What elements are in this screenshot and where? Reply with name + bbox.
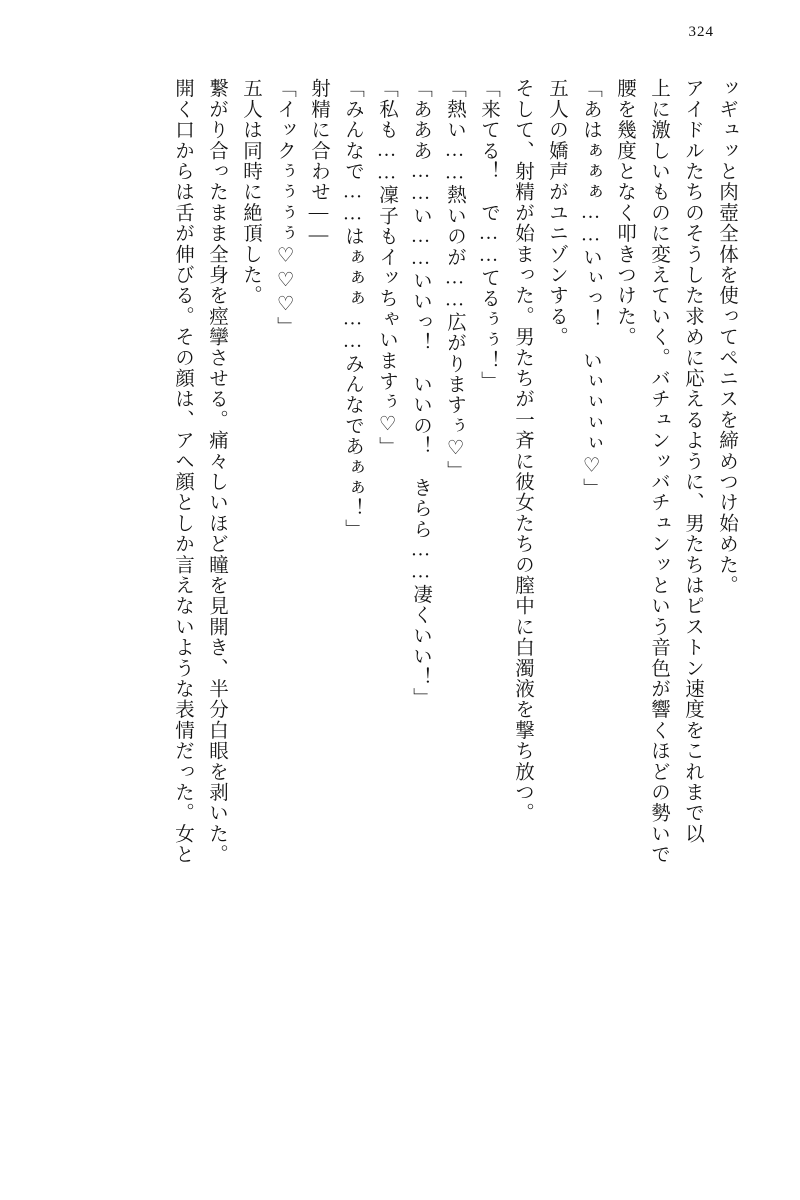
text-line: 射精に合わせ―― bbox=[308, 78, 329, 247]
text-line: 「熱い……熱いのが……広がりますぅ♡」 bbox=[444, 78, 465, 481]
text-line: 繋がり合ったまま全身を痙攣させる。痛々しいほど瞳を見開き、半分白眼を剥いた。 bbox=[206, 78, 227, 865]
text-line: 五人の嬌声がユニゾンする。 bbox=[546, 78, 567, 348]
text-line: 「イックぅぅぅぅ♡♡♡」 bbox=[274, 78, 295, 337]
text-line: そして、射精が始まった。男たちが一斉に彼女たちの膣中に白濁液を撃ち放つ。 bbox=[512, 78, 533, 824]
page-number: 324 bbox=[688, 24, 714, 40]
text-line: 上に激しいものに変えていく。バチュンッバチュンッという音色が響くほどの勢いで bbox=[648, 78, 669, 865]
text-line: 五人は同時に絶頂した。 bbox=[240, 78, 261, 306]
text-line: 「来てる！ で……てるぅぅ！」 bbox=[478, 78, 499, 392]
text-line: 「あああ……い……いいっ！ いいの！ きらら……凄くいい！」 bbox=[410, 78, 431, 708]
vertical-text-body bbox=[52, 78, 736, 1160]
text-line: 開く口からは舌が伸びる。その顔は、アヘ顔としか言えないような表情だった。女と bbox=[172, 78, 193, 865]
text-line: アイドルたちのそうした求めに応えるように、男たちはピストン速度をこれまで以 bbox=[682, 78, 703, 844]
text-line: 「あはぁぁぁ……いぃっ！ いぃぃぃぃ♡」 bbox=[580, 78, 601, 499]
text-line: ッギュッと肉壺全体を使ってペニスを締めつけ始めた。 bbox=[716, 78, 737, 596]
text-line: 腰を幾度となく叩きつけた。 bbox=[614, 78, 635, 348]
text-line: 「みんなで……はぁぁぁ……みんなであぁぁ！」 bbox=[342, 78, 363, 540]
text-line: 「私も……凜子もイッちゃいますぅ♡」 bbox=[376, 78, 397, 458]
